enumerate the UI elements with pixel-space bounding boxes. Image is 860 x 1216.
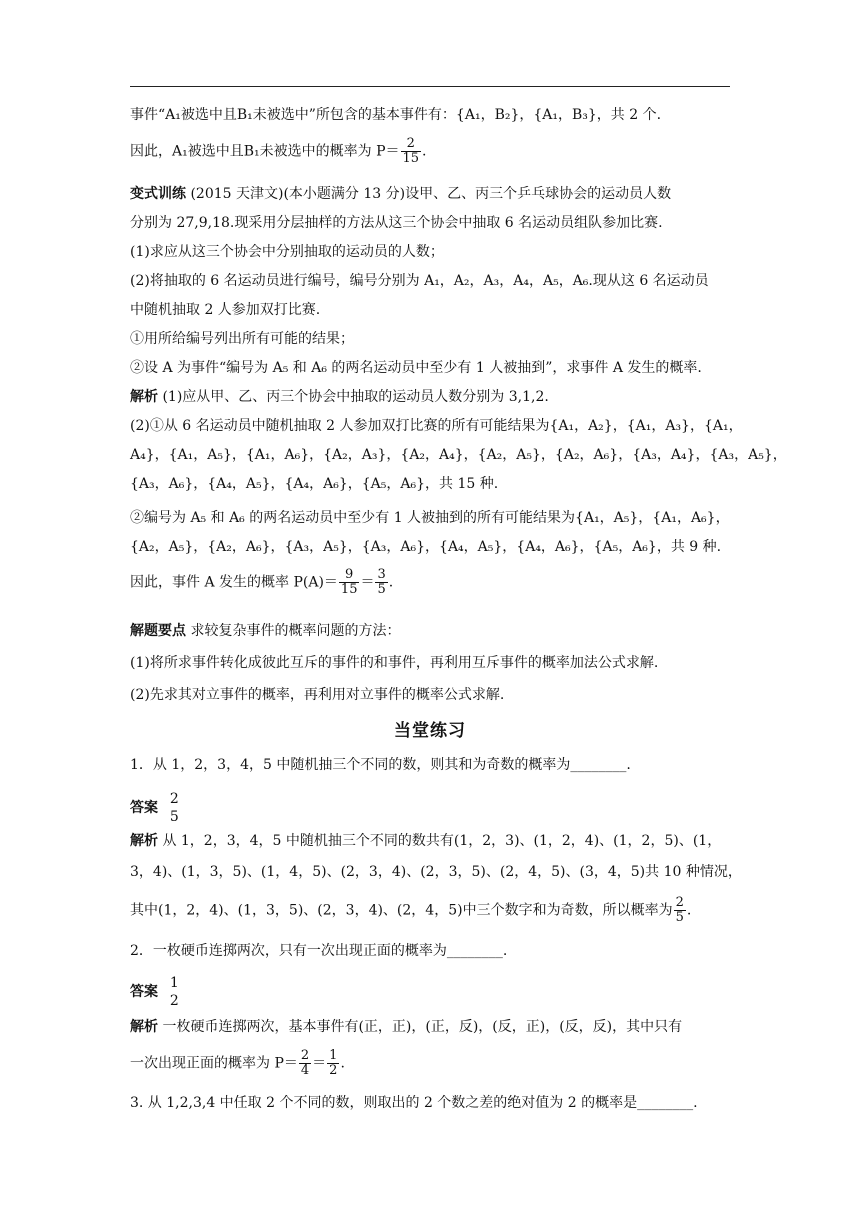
numerator: 2 (169, 791, 179, 807)
text-line (130, 358, 735, 378)
text-line (130, 568, 735, 597)
text-line (130, 184, 735, 204)
text-line (130, 300, 735, 320)
text: . (388, 574, 394, 591)
text-line (130, 621, 735, 641)
fraction (401, 137, 422, 166)
text: (2)先求其对立事件的概率，再利用对立事件的概率公式求解. (130, 687, 505, 703)
text-line (130, 896, 735, 925)
denominator: 4 (300, 1063, 310, 1078)
text: ①用所给编号列出所有可能的结果； (130, 331, 354, 347)
text: (2015 天津文)(本小题满分 13 分)设甲、乙、丙三个乒乓球协会的运动员人数 (186, 186, 672, 202)
text-line (130, 445, 787, 465)
denominator: 15 (402, 151, 420, 166)
text-line (130, 508, 735, 528)
denominator: 15 (340, 582, 358, 597)
text-line (130, 271, 735, 291)
text-line (130, 474, 735, 494)
answer-1 (130, 790, 735, 826)
question-3 (130, 1093, 735, 1113)
text: 一枚硬币连掷两次，基本事件有(正，正)，(正，反)，(反，正)，(反，反)，其中只有 (158, 1019, 683, 1035)
text: ＝ (360, 574, 375, 591)
denominator: 5 (169, 809, 179, 825)
text: . (422, 143, 427, 160)
fraction (168, 790, 181, 826)
numerator: 2 (300, 1048, 310, 1063)
numerator: 1 (329, 1048, 338, 1063)
denominator: 2 (169, 993, 179, 1009)
text: (1)求应从这三个协会中分别抽取的运动员的人数； (130, 244, 444, 260)
fraction (375, 568, 387, 597)
text: A₄}，{A₁，A₅}，{A₁，A₆}，{A₂，A₃}，{A₂，A₄}，{A₂，A₅}，{A₂，A₆}，{A₃，A₄}，{A₃，A₅}， (130, 447, 787, 463)
header-rule (130, 86, 730, 87)
text: 事件“A₁被选中且B₁未被选中”所包含的基本事件有：{A₁，B₂}，{A₁，B₃}，共 2 个. (130, 107, 662, 123)
text: 求较复杂事件的概率问题的方法： (186, 623, 401, 639)
text-line (130, 537, 735, 557)
label-jiexi: 解析 (130, 389, 158, 405)
fraction (327, 1049, 339, 1078)
text: 中随机抽取 2 人参加双打比赛. (130, 302, 321, 318)
text: 其中(1，2，4)、(1，3，5)、(2，3，4)、(2，4，5)中三个数字和为奇数，所以概率为 (130, 902, 673, 919)
text: ＝ (312, 1055, 327, 1072)
text: 3，4)、(1，3，5)、(1，4，5)、(2，3，4)、(2，3，5)、(2，4，5)、(3，4，5)共 10 种情况， (130, 864, 742, 880)
question-1 (130, 755, 735, 775)
numerator: 2 (401, 137, 422, 152)
text-line (130, 1017, 735, 1037)
question-2 (130, 941, 735, 961)
text-line (130, 137, 735, 166)
text: (1)应从甲、乙、丙三个协会中抽取的运动员人数分别为 3,1,2. (158, 389, 549, 405)
denominator: 5 (377, 582, 386, 597)
text-line (130, 653, 735, 673)
text-line (130, 1049, 735, 1078)
fraction (339, 568, 360, 597)
label-jiexi: 解析 (130, 1019, 158, 1035)
text-line (130, 685, 735, 705)
numerator: 9 (339, 568, 360, 583)
text: 因此，事件 A 发生的概率 P(A)＝ (130, 574, 338, 591)
text-line (130, 416, 743, 436)
text-line (130, 862, 742, 882)
label-jiexi: 解析 (130, 833, 158, 849)
numerator: 1 (169, 975, 179, 991)
text: . (686, 902, 692, 919)
text: 3. 从 1,2,3,4 中任取 2 个不同的数，则取出的 2 个数之差的绝对值为 2 的概率是________. (130, 1095, 698, 1111)
fraction (674, 896, 686, 925)
text-line (130, 105, 735, 125)
text: 从 1，2，3，4，5 中随机抽三个不同的数共有(1，2，3)、(1，2，4)、(1，2，5)、(1， (158, 833, 722, 849)
denominator: 5 (675, 910, 684, 925)
numerator: 3 (377, 567, 386, 582)
label-answer: 答案 (130, 984, 158, 1000)
text: 因此，A₁被选中且B₁未被选中的概率为 P＝ (130, 143, 400, 160)
label-yaodian: 解题要点 (130, 623, 186, 639)
denominator: 2 (329, 1063, 338, 1078)
answer-2 (130, 974, 735, 1010)
text: 分别为 27,9,18.现采用分层抽样的方法从这三个协会中抽取 6 名运动员组队参加比赛. (130, 215, 663, 231)
fraction (168, 974, 181, 1010)
text: 1．从 1，2，3，4，5 中随机抽三个不同的数，则其和为奇数的概率为________. (130, 757, 631, 773)
label-bianshi: 变式训练 (130, 186, 186, 202)
text-line (130, 242, 735, 262)
text: {A₃，A₆}，{A₄，A₅}，{A₄，A₆}，{A₅，A₆}，共 15 种. (130, 476, 499, 492)
label-answer: 答案 (130, 800, 158, 816)
text: ②设 A 为事件“编号为 A₅ 和 A₆ 的两名运动员中至少有 1 人被抽到”，求事件 A 发生的概率. (130, 360, 702, 376)
section-title: 当堂练习 (394, 721, 466, 741)
text: (2)①从 6 名运动员中随机抽取 2 人参加双打比赛的所有可能结果为{A₁，A₂}，{A₁，A₃}，{A₁， (130, 418, 743, 434)
text: 一次出现正面的概率为 P＝ (130, 1055, 298, 1072)
text: ②编号为 A₅ 和 A₆ 的两名运动员中至少有 1 人被抽到的所有可能结果为{A₁，A₅}，{A₁，A₆}， (130, 510, 730, 526)
text-line (130, 831, 735, 851)
text: (1)将所求事件转化成彼此互斥的事件的和事件，再利用互斥事件的概率加法公式求解. (130, 655, 659, 671)
text: {A₂，A₅}，{A₂，A₆}，{A₃，A₅}，{A₃，A₆}，{A₄，A₅}，{A₄，A₆}，{A₅，A₆}，共 9 种. (130, 539, 722, 555)
text-line (130, 213, 735, 233)
text: (2)将抽取的 6 名运动员进行编号，编号分别为 A₁，A₂，A₃，A₄，A₅，A₆.现从这 6 名运动员 (130, 273, 709, 289)
text: 2．一枚硬币连掷两次，只有一次出现正面的概率为________. (130, 943, 508, 959)
text-line (130, 329, 735, 349)
text: . (340, 1055, 345, 1072)
fraction (299, 1049, 311, 1078)
numerator: 2 (675, 895, 684, 910)
text-line (130, 387, 735, 407)
